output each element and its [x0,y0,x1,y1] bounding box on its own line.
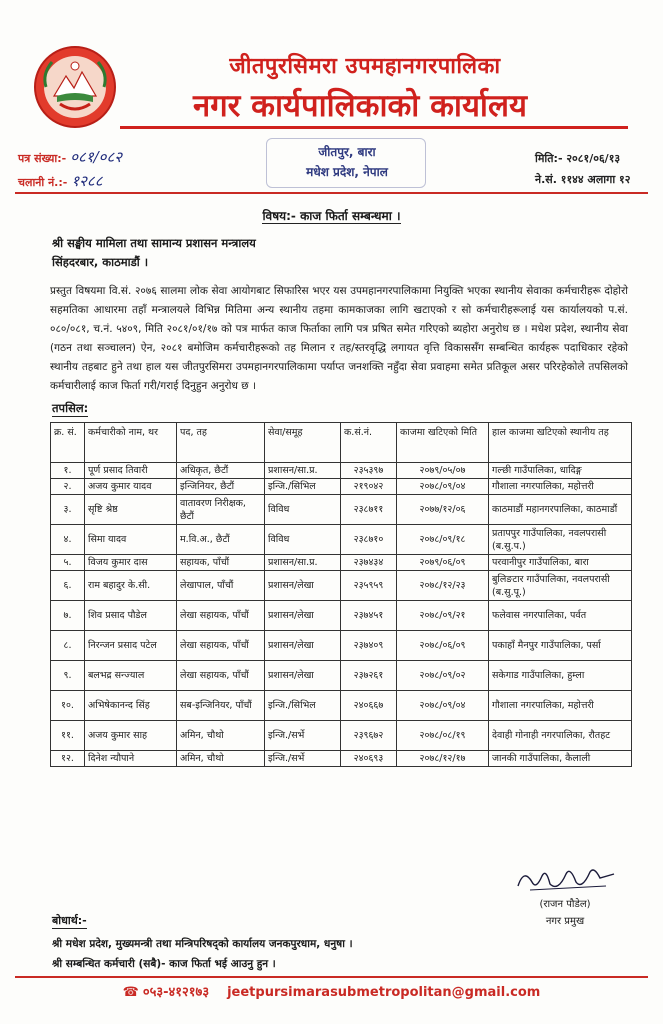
chalani-value: १२८८ [71,172,103,190]
cell-ksn: २३८७११ [341,495,397,525]
cell-service: प्रशासन/लेखा [265,631,341,661]
date-line: मिति:- २०८१/०६/१३ [535,152,621,165]
chalani-label: चलानी नं.:- [18,176,68,189]
cell-service: प्रशासन/सा.प्र. [265,463,341,479]
cell-date: २०७८/१२/२३ [397,571,489,601]
table-row [51,691,632,721]
cell-ksn: २१९०४२ [341,479,397,495]
footer-divider [15,976,648,978]
cell-service: इन्जि./सर्भे [265,751,341,767]
table-row [51,571,632,601]
addressee [52,234,256,272]
cell-place: पकाहाँ मैनपुर गाउँपालिका, पर्सा [489,631,632,661]
chalani-number [18,170,122,194]
cell-name: दिनेश न्यौपाने [85,751,177,767]
cell-name: विजय कुमार दास [85,555,177,571]
footer [0,982,663,1000]
cell-sn: ९. [51,661,85,691]
table-row [51,751,632,767]
cell-post: सब-इन्जिनियर, पाँचौं [177,691,265,721]
letter-body: प्रस्तुत विषयमा वि.सं. २०७६ सालमा लोक सेवा आयोगबाट सिफारिस भएर यस उपमहानगरपालिकामा नियुक्ति भएका स्थानीय सेवाका कर्मचारीहरू दोहोरो सहमतिका आधारमा तहाँ मन्त्रालयले विभिन्न मितिमा अन्य स्थानीय तहमा कामकाजका लागि खटाएको र सो कर्मचारीहरूलाई यस कार्यालयको प.सं. ०८०/०८१, च.नं. ५४०९, मिति २०८१/०१/१७ को पत्र मार्फत काज फिर्ताका लागि पत्र प्रषित समेत गरिएको ब्यहोरा अनुरोध छ । मधेश प्रदेश, स्थानीय सेवा (गठन तथा सञ्चालन) ऐन, २०८१ बमोजिम कर्मचारीहरूको तह मिलान र तह/स्तरवृद्धि लगायत वृत्ति विकाससँग सम्बन्धित कार्यहरू पदाधिकार रहेको स्थानीय तहबाट हुने तथा हाल यस जीतपुरसिमरा उपमहानगरपालिकामा पर्याप्त जनशक्ति नहुँदा सेवा प्रवाहमा समेत प्रतिकूल असर परिरहेकोले तपसिलको कर्मचारीलाई काज फिर्ता गरी/गराई दिनुहुन अनुरोध छ । [50,285,628,392]
cell-post: अमिन, चौथो [177,721,265,751]
cell-post: अधिकृत, छैटौं [177,463,265,479]
table-row [51,721,632,751]
table-row [51,463,632,479]
cell-place: देवाही गोनाही नगरपालिका, रौतहट [489,721,632,751]
cell-date: २०७९/०६/०९ [397,555,489,571]
cell-date: २०७८/०९/०४ [397,479,489,495]
cell-date: २०७८/०९/२१ [397,601,489,631]
cell-date: २०७८/०८/१९ [397,721,489,751]
patra-value: ०८१/०८२ [70,148,123,166]
table-row [51,631,632,661]
patra-label: पत्र संख्या:- [18,152,67,165]
cell-ksn: २४०६९३ [341,751,397,767]
header-date: काजमा खटिएको मिति [397,423,489,463]
cell-sn: ७. [51,601,85,631]
header-place: हाल काजमा खटिएको स्थानीय तह [489,423,632,463]
bodharth-label: बोधार्थ:- [52,914,87,927]
cell-date: २०७७/१२/०६ [397,495,489,525]
cell-service: प्रशासन/सा.प्र. [265,555,341,571]
cell-sn: ४. [51,525,85,555]
subject-text: विषय:- काज फिर्ता सम्बन्धमा । [262,209,401,223]
cell-post: सहायक, पाँचौं [177,555,265,571]
cell-name: सिमा यादव [85,525,177,555]
cell-place: काठमाडौं महानगरपालिका, काठमाडौं [489,495,632,525]
cell-date: २०७८/०६/०९ [397,631,489,661]
cell-ksn: २३५९५९ [341,571,397,601]
phone-icon: ☎ [122,985,139,1000]
addressee-line2: सिंहदरबार, काठमाडौं । [52,255,149,269]
cell-sn: १. [51,463,85,479]
cc-line2: श्री सम्बन्धित कर्मचारी (सबै)- काज फिर्ता भई आउनु हुन । [52,958,276,970]
cell-place: सकेगाड गाउँपालिका, हुम्ला [489,661,632,691]
cell-post: म.वि.अ., छैटौं [177,525,265,555]
cell-name: अभिषेकानन्द सिंह [85,691,177,721]
cell-place: गौशाला नगरपालिका, महोत्तरी [489,479,632,495]
reference-block [18,146,122,194]
cell-sn: ८. [51,631,85,661]
cc-line1: श्री मधेश प्रदेश, मुख्यमन्त्री तथा मन्त्रिपरिषद्को कार्यालय जनकपुरधाम, धनुषा । [52,938,353,950]
cell-name: पूर्ण प्रसाद तिवारी [85,463,177,479]
nepal-emblem-icon [32,44,118,130]
cell-service: इन्जि./सिभिल [265,691,341,721]
cell-name: बलभद्र सन्ज्याल [85,661,177,691]
cell-sn: १०. [51,691,85,721]
cell-place: जानकी गाउँपालिका, कैलाली [489,751,632,767]
cell-service: प्रशासन/लेखा [265,571,341,601]
header-ksn: क.सं.नं. [341,423,397,463]
cell-place: फलेवास नगरपालिका, पर्वत [489,601,632,631]
cell-ksn: २३९६७२ [341,721,397,751]
meta-divider [15,192,648,194]
cc-list [52,934,353,974]
signature-mark [510,862,620,896]
stamp-line2: मधेश प्रदेश, नेपाल [306,165,388,179]
cell-post: लेखापाल, पाँचौं [177,571,265,601]
table-row [51,661,632,691]
cell-place: प्रतापपुर गाउँपालिका, नवलपरासी (ब.सु.प.) [489,525,632,555]
signatory-name: (राजन पौडेल) [539,899,591,910]
header-service: सेवा/समूह [265,423,341,463]
cell-service: प्रशासन/लेखा [265,601,341,631]
cell-place: बुलिङटार गाउँपालिका, नवलपरासी (ब.सु.पू.) [489,571,632,601]
cell-service: प्रशासन/लेखा [265,661,341,691]
cell-date: २०७९/०५/०७ [397,463,489,479]
cell-ksn: २३८७१० [341,525,397,555]
address-stamp [272,142,422,182]
cell-ksn: २३७२६१ [341,661,397,691]
table-header-row [51,423,632,463]
table-row [51,525,632,555]
header-name: कर्मचारीको नाम, थर [85,423,177,463]
employee-table [50,422,632,767]
nepal-sambat-line: ने.सं. ११४४ अलागा १२ [535,173,631,186]
footer-phone: ०५३-४१२१७३ [142,985,210,1000]
header-post: पद, तह [177,423,265,463]
cell-post: अमिन, चौथो [177,751,265,767]
cell-sn: ५. [51,555,85,571]
cell-post: लेखा सहायक, पाँचौं [177,661,265,691]
office-name: नगर कार्यपालिकाको कार्यालय [193,88,527,124]
cell-sn: २. [51,479,85,495]
signatory [510,896,620,930]
cell-place: गल्छी गाउँपालिका, धादिङ्ग [489,463,632,479]
cell-date: २०७८/०९/१८ [397,525,489,555]
cell-date: २०७८/०९/०२ [397,661,489,691]
cell-date: २०७८/०९/०४ [397,691,489,721]
table-row [51,495,632,525]
table-row [51,555,632,571]
footer-email[interactable]: jeetpursimarasubmetropolitan@gmail.com [227,985,541,1000]
header-sn: क्र. सं. [51,423,85,463]
addressee-line1: श्री सङ्घीय मामिला तथा सामान्य प्रशासन मन्त्रालय [52,236,256,250]
date-block [535,148,630,190]
patra-sankhya [18,146,122,170]
table-row [51,601,632,631]
table-row [51,479,632,495]
signatory-title: नगर प्रमुख [545,916,585,927]
cell-place: गौशाला नगरपालिका, महोत्तरी [489,691,632,721]
cell-ksn: २३७४३४ [341,555,397,571]
cell-name: राम बहादुर के.सी. [85,571,177,601]
cell-post: लेखा सहायक, पाँचौं [177,601,265,631]
cell-name: शिव प्रसाद पौडेल [85,601,177,631]
cell-ksn: २३७४५१ [341,601,397,631]
cell-name: निरन्जन प्रसाद पटेल [85,631,177,661]
cell-service: इन्जि./सर्भे [265,721,341,751]
org-name: जीतपुरसिमरा उपमहानगरपालिका [229,54,501,79]
cell-sn: ३. [51,495,85,525]
cell-service: इन्जि./सिभिल [265,479,341,495]
cell-ksn: २३७४०९ [341,631,397,661]
subject-line [0,207,663,224]
cell-sn: ६. [51,571,85,601]
cell-name: अजय कुमार साह [85,721,177,751]
cell-date: २०७८/१२/१७ [397,751,489,767]
cell-service: विविध [265,525,341,555]
cell-sn: ११. [51,721,85,751]
cell-ksn: २३५३९७ [341,463,397,479]
cell-ksn: २४०६६७ [341,691,397,721]
header-divider [120,126,628,129]
cell-service: विविध [265,495,341,525]
stamp-line1: जीतपुर, बारा [318,145,376,159]
cell-sn: १२. [51,751,85,767]
cell-place: परवानीपुर गाउँपालिका, बारा [489,555,632,571]
cell-post: वातावरण निरीक्षक, छैटौं [177,495,265,525]
cell-post: लेखा सहायक, पाँचौं [177,631,265,661]
cell-name: अजय कुमार यादव [85,479,177,495]
cell-post: इन्जिनियर, छैटौं [177,479,265,495]
tapasil-label: तपसिल: [52,401,89,415]
cell-name: सृष्टि श्रेष्ठ [85,495,177,525]
